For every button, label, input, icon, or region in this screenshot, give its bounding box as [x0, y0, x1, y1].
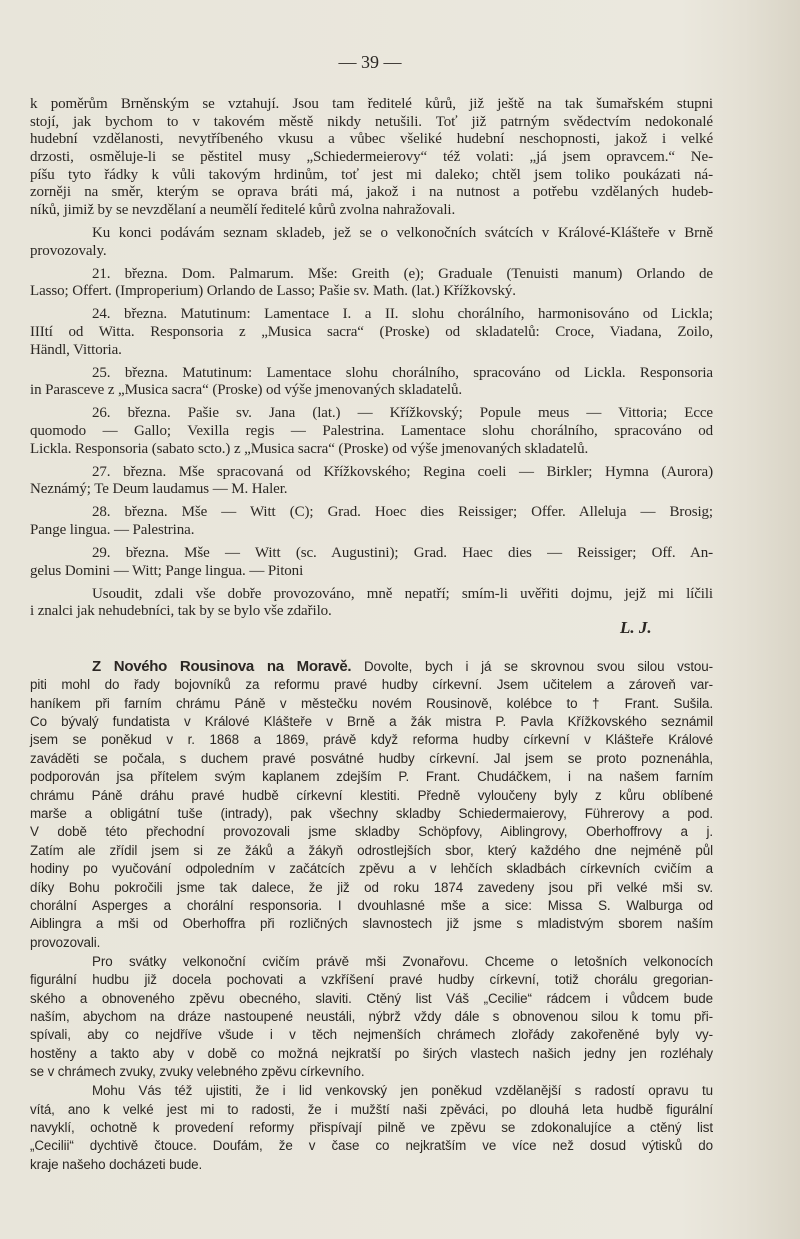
text-line: Neznámý; Te Deum laudamus — M. Haler. — [30, 481, 288, 498]
text-line: provozovaly. — [30, 242, 107, 259]
section-heading: Z Nového Rousinova na Moravě. — [92, 657, 352, 675]
text-line: hodiny po vyučování odpoledním v začátcích zpěvu a v lehčích skladbách církevních cvičím a — [30, 861, 713, 877]
text-line: Usoudit, zdali vše dobře provozováno, mně nepatří; smím-li uvěřiti dojmu, jejž mi líčili — [92, 585, 713, 602]
text-line: jsem se poněkud v r. 1868 a 1869, právě když reforma hudby církevní v Klášteře Králové — [30, 732, 713, 748]
text-line — [30, 658, 713, 676]
text-line: kraje našeho docházeti bude. — [30, 1156, 203, 1172]
text-line: zorněji na směr, kterým se oprava bráti má, jakož i na nutnost a potřebu vzdělaných hudeb- — [30, 184, 713, 201]
author-signature: L. J. — [620, 618, 652, 637]
text-line: podporován jsa přítelem svým kaplanem zdejším P. Frant. Chudáčkem, i na našem farním — [30, 769, 713, 785]
text-line: Ku konci podávám seznam skladeb, jež se o velkonočních svátcích v Králové-Klášteře v Brně — [92, 224, 713, 241]
text-line: ského a obnoveného zpěvu obecného, slaviti. Ctěný list Váš „Cecilie“ rádcem i vůdcem bude — [30, 990, 713, 1006]
text-line: 25. března. Matutinum: Lamentace slohu chorálního, spracováno od Lickla. Responsoria — [92, 364, 713, 381]
text-line-content: Dovolte, bych i já se skrovnou svou silou vstou- — [363, 658, 713, 674]
text-line: vítá, ano k velké jest mi to radosti, že i mužští naši zpěváci, po dlouhá leta hudbě figurální — [30, 1101, 713, 1117]
text-line: hudební vzdělanosti, nevytříbeného vkusu a vůbec všeliké hudební neschopnosti, jakož i velké — [30, 131, 713, 148]
text-line: quomodo — Gallo; Vexilla regis — Palestrina. Lamentace slohu chorálního, spracováno od — [30, 422, 713, 439]
text-line: gelus Domini — Witt; Pange lingua. — Pitoni — [30, 562, 304, 579]
text-line: V době této přechodní provozovali jsme skladby Schöpfovy, Aiblingrovy, Oberhoffrovy a j. — [30, 824, 713, 840]
text-line: hostěny a takto aby v době co možná nejkratší po širých vlastech našich jedny jen rozléhaly — [30, 1045, 713, 1061]
text-line: Händl, Vittoria. — [30, 341, 122, 358]
text-line: IIItí od Witta. Responsoria z „Musica sacra“ (Proske) od skladatelů: Croce, Viadana, Zoilo, — [30, 323, 713, 340]
page-number: — 39 — — [338, 52, 402, 72]
text-line: 29. března. Mše — Witt (sc. Augustini); Grad. Haec dies — Reissiger; Off. An- — [92, 545, 713, 561]
text-line: provozovali. — [30, 934, 101, 950]
text-line: k poměrům Brněnským se vztahují. Jsou tam ředitelé kůrů, již ještě na tak šumařském stupni — [30, 96, 713, 113]
text-line: naším, abychom na dráze nastoupené neustáli, nýbrž vždy dále s obnovenou silou k tomu při- — [30, 1009, 713, 1024]
text-line: spívali, aby co nejdříve všude i v těch nejmenších chrámech zlořády zakořeněné byly vy- — [30, 1027, 713, 1043]
text-line: in Parasceve z „Musica sacra“ (Proske) od výše jmenovaných skladatelů. — [30, 382, 463, 399]
text-line: 21. března. Dom. Palmarum. Mše: Greith (e); Graduale (Tenuisti manum) Orlando de — [92, 265, 713, 282]
text-line: Lasso; Offert. (Improperium) Orlando de Lasso; Pašie sv. Math. (lat.) Křížkovský. — [30, 283, 516, 300]
text-line: chrámu Páně dráhu pravé hudbě církevní klestiti. Předně vyloučeny byly z kůru oblíbené — [30, 787, 713, 803]
text-line: navyklí, ochotně k provedení reformy přispívají pilně ve zpěvu se zdokonalujíce a ctěný list — [30, 1120, 713, 1135]
text-line: Aiblingra a mši od Oberhoffra při rozličných slavnostech již jsme s mladistvým sborem naším — [30, 916, 713, 932]
text-line: zaváděti se počala, s duchem pravé posvátné hudby církevní. Jal jsem se proto poznenáhla, — [30, 750, 713, 766]
text-line: drzosti, osměluje-li se pěstitel musy „Schiedermeierovy“ též volati: „já jsem opravcem.“ Ne- — [30, 149, 713, 165]
text-line: díky Bohu pokročili jsme tak dalece, že již od roku 1874 zavedeny jsou při velké mši sv. — [30, 879, 713, 895]
text-line: Zatím ale zřídil jsem si ze žáků a žákyň odrostlejších sbor, který každého dne nejméně půl — [30, 842, 713, 858]
text-line: níků, jimiž by se nevzdělaní a neumělí ředitelé kůrů zvolna nahražovali. — [30, 201, 456, 218]
text-line: i znalci jak nehudebníci, tak by se bylo vše zdařilo. — [30, 603, 332, 620]
text-line: 26. března. Pašie sv. Jana (lat.) — Křížkovský; Popule meus — Vittoria; Ecce — [92, 405, 713, 422]
text-line: Co bývalý fundatista v Králové Klášteře v Brně a žák mistra P. Pavla Křížkovského seznámil — [30, 714, 713, 729]
text-line: chorální Asperges a chorální responsoria. I dvouhlasné mše a sice: Missa S. Walburga od — [30, 898, 713, 913]
text-line: 27. března. Mše spracovaná od Křížkovského; Regina coeli — Birkler; Hymna (Aurora) — [92, 463, 713, 480]
text-line: 24. března. Matutinum: Lamentace I. a II. slohu chorálního, harmonisováno od Lickla; — [92, 306, 713, 323]
text-line: stojí, jak bychom to v takovém městě nikdy netušili. Toť již patrným svědectvím nedokonalé — [30, 113, 713, 130]
text-line: Mohu Vás též ujistiti, že i lid venkovský jen poněkud vzdělanější s radostí opravu tu — [92, 1083, 713, 1099]
text-line: se v chrámech zvuky, zvuky velebného zpěvu církevního. — [30, 1064, 365, 1080]
text-line: haníkem při farním chrámu Páně v městečku novém Rousinově, kolébce to † Frant. Sušila. — [30, 695, 713, 711]
text-line: marše a obligátní tuše (intrady), pak všechny skladby Schiedermaierovy, Führerovy a pod. — [30, 806, 713, 821]
text-line: figurální hudbu již docela pochovati a vzkříšení pravé hudby církevní, totiž chorálu gregorian- — [30, 972, 713, 988]
text-line: Lickla. Responsoria (sabato scto.) z „Musica sacra“ (Proske) od výše jmenovaných skladatelů. — [30, 440, 589, 457]
text-line: „Cecilii“ dychtivě čtouce. Doufám, že v čase co nejkratším ve více než dosud výtisků do — [30, 1138, 713, 1154]
text-line: píšu tyto řádky k vůli takovým hrdinům, toť jest mi daleko; chtěl jsem toliko poukázati ná- — [30, 166, 713, 183]
text-line: 28. března. Mše — Witt (C); Grad. Hoec dies Reissiger; Offer. Alleluja — Brosig; — [92, 504, 713, 521]
text-line: Pro svátky velkonoční cvičím právě mši Zvonařovu. Chceme o letošních velkonocích — [92, 953, 713, 969]
text-line: Pange lingua. — Palestrina. — [30, 521, 195, 538]
text-line: piti mohl do řady bojovníků za reformu pravé hudby církevní. Jsem učitelem a zároveň var- — [30, 677, 713, 693]
